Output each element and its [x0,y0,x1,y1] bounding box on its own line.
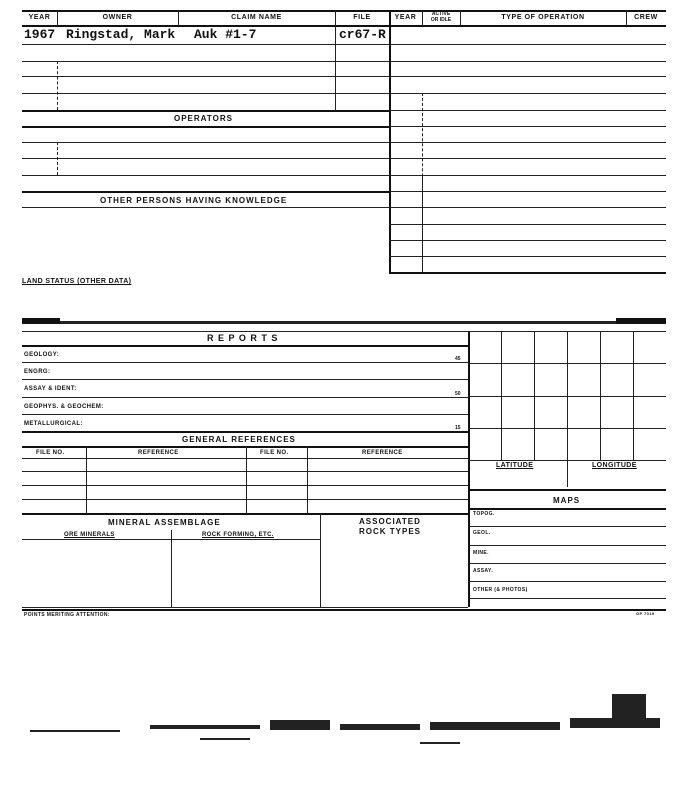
col-claim-name-header: CLAIM NAME [231,14,282,21]
divider-mark-right [616,318,666,324]
operators-heading: OPERATORS [174,114,233,123]
report-geology: GEOLOGY: [24,352,60,358]
col-owner-header: OWNER [102,14,133,21]
general-references-title: GENERAL REFERENCES [182,435,296,444]
col-year-header: YEAR [28,14,51,21]
ref-reference-1-header: REFERENCE [138,450,179,456]
scan-noise-strokes [30,694,660,744]
mineral-assemblage-title: MINERAL ASSEMBLAGE [108,518,221,527]
ref-file-no-2-header: FILE NO. [260,450,289,456]
ref-reference-2-header: REFERENCE [362,450,403,456]
associated-line2: ROCK TYPES [359,527,422,536]
col-crew-header: CREW [634,14,658,21]
longitude-label: LONGITUDE [592,462,637,469]
land-status-label: LAND STATUS (OTHER DATA) [22,278,132,285]
section-divider-bar [22,321,666,324]
report-metallurgical-num: 15 [455,425,461,431]
ore-minerals-header: ORE MINERALS [64,532,115,538]
rock-forming-header: ROCK FORMING, ETC. [202,532,274,538]
col-active-idle-header [422,11,460,23]
maps-topog: TOPOG. [473,511,495,517]
entry-owner: Ringstad, Mark [66,27,176,42]
maps-mine: MINE. [473,550,489,556]
associated-line1: ASSOCIATED [359,517,421,526]
entry-year: 1967 [24,27,56,42]
col-file-header: FILE [353,14,371,21]
entry-claim-name: Auk #1-7 [194,27,257,42]
points-meriting-attention: POINTS MERITING ATTENTION: [24,612,110,618]
report-assay-ident: ASSAY & IDENT: [24,386,77,392]
reports-title: R E P O R T S [207,333,279,343]
active-label: ACTIVE [431,11,451,17]
report-geophys-geochem: GEOPHYS. & GEOCHEM: [24,404,104,410]
or-idle-label: OR IDLE [430,17,452,23]
report-metallurgical: METALLURGICAL: [24,421,83,427]
col-year2-header: YEAR [394,14,417,21]
form-number: GP 7019 [636,611,655,616]
scan-noise-band [0,680,678,780]
other-persons-heading: OTHER PERSONS HAVING KNOWLEDGE [100,196,288,205]
ref-file-no-1-header: FILE NO. [36,450,65,456]
latitude-label: LATITUDE [496,462,534,469]
entry-file: cr67-R [339,27,386,42]
divider-mark-left [22,318,60,324]
maps-other: OTHER (& PHOTOS) [473,587,528,593]
maps-assay: ASSAY. [473,568,494,574]
maps-geol: GEOL. [473,530,491,536]
report-assay-num: 50 [455,391,461,397]
col-type-of-operation-header: TYPE OF OPERATION [501,14,585,21]
report-engrg: ENGRG: [24,369,51,375]
report-geology-num: 45 [455,356,461,362]
maps-title: MAPS [553,496,581,505]
